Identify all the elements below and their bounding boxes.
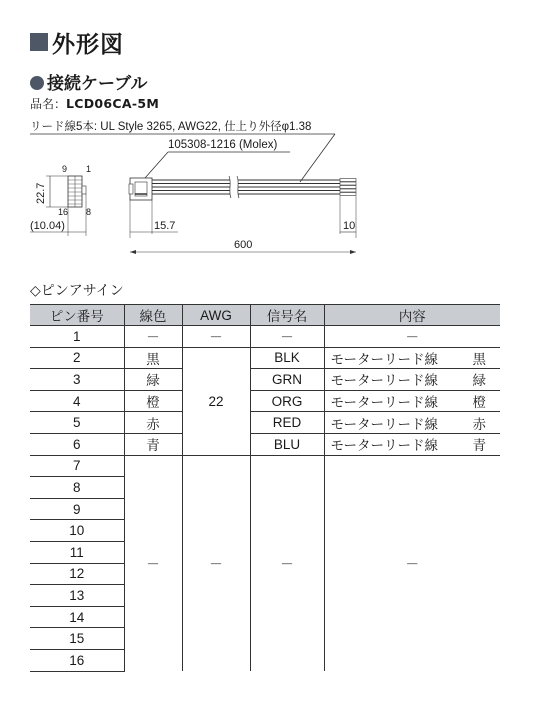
pin-assign-table bbox=[30, 304, 500, 672]
pin-number: 11 bbox=[30, 541, 124, 563]
connector-leader bbox=[145, 152, 168, 178]
section-title: 接続ケーブル bbox=[47, 74, 148, 94]
table-header-row bbox=[30, 305, 500, 326]
description bbox=[324, 433, 500, 455]
pin-number: 9 bbox=[30, 498, 124, 520]
bullet-dot-icon bbox=[30, 76, 44, 90]
wire-color: 橙 bbox=[124, 390, 182, 412]
pin-number: 1 bbox=[30, 326, 124, 348]
pin-number: 8 bbox=[30, 477, 124, 499]
pin-number: 14 bbox=[30, 606, 124, 628]
description-text: モーターリード線 bbox=[330, 373, 438, 389]
pin-number: 7 bbox=[30, 455, 124, 477]
heading-square-icon bbox=[30, 33, 48, 51]
description bbox=[324, 347, 500, 369]
lead-wire-note: リード線5本: UL Style 3265, AWG22, 仕上り外径φ1.38 bbox=[30, 121, 312, 133]
awg-value: 22 bbox=[182, 347, 250, 455]
pin-number: 13 bbox=[30, 585, 124, 607]
col-header-signal: 信号名 bbox=[250, 305, 324, 326]
description bbox=[324, 369, 500, 391]
pin-number: 4 bbox=[30, 390, 124, 412]
pin-number: 6 bbox=[30, 433, 124, 455]
table-row bbox=[30, 369, 500, 391]
description: － bbox=[324, 455, 500, 671]
pin-assign-title: ◇ピンアサイン bbox=[30, 283, 124, 299]
pin-number: 3 bbox=[30, 369, 124, 391]
pin-label-1: 1 bbox=[86, 164, 92, 174]
connector-part-label: 105308-1216 (Molex) bbox=[168, 139, 278, 151]
description-text: モーターリード線 bbox=[330, 395, 438, 411]
page-title: 外形図 bbox=[52, 31, 124, 58]
page-heading bbox=[30, 28, 124, 56]
product-line bbox=[30, 95, 159, 112]
description: － bbox=[324, 326, 500, 348]
description-text: モーターリード線 bbox=[330, 351, 438, 367]
signal-name: － bbox=[250, 455, 324, 671]
description-wire-color: 赤 bbox=[472, 416, 486, 432]
signal-name: ORG bbox=[250, 390, 324, 412]
signal-name: BLU bbox=[250, 433, 324, 455]
signal-name: GRN bbox=[250, 369, 324, 391]
pin-number: 10 bbox=[30, 520, 124, 542]
height-dim-label: 22.7 bbox=[35, 182, 47, 204]
pin-label-16: 16 bbox=[58, 207, 69, 217]
table-row bbox=[30, 455, 500, 477]
col-header-pin: ピン番号 bbox=[30, 305, 124, 326]
table-row bbox=[30, 390, 500, 412]
wire-color: 黒 bbox=[124, 347, 182, 369]
product-label: 品名： bbox=[30, 97, 67, 111]
table-row bbox=[30, 412, 500, 434]
wire-color: 赤 bbox=[124, 412, 182, 434]
description-text: モーターリード線 bbox=[330, 438, 438, 454]
depth-dim-label: (10.04) bbox=[30, 220, 65, 232]
pin-label-8: 8 bbox=[86, 207, 92, 217]
strip-dim-label: 10 bbox=[343, 220, 356, 232]
cable-side-view bbox=[129, 176, 356, 200]
col-header-desc: 内容 bbox=[324, 305, 500, 326]
description-wire-color: 緑 bbox=[472, 373, 486, 389]
housing-dim-label: 15.7 bbox=[154, 220, 176, 232]
lead-note-leader bbox=[300, 134, 335, 182]
description-text: モーターリード線 bbox=[330, 416, 438, 432]
awg-value: － bbox=[182, 455, 250, 671]
pin-number: 5 bbox=[30, 412, 124, 434]
table-row bbox=[30, 347, 500, 369]
pin-number: 12 bbox=[30, 563, 124, 585]
outline-drawing bbox=[0, 112, 558, 272]
description-wire-color: 黒 bbox=[472, 351, 486, 367]
description-wire-color: 青 bbox=[472, 438, 486, 454]
connector-face-view bbox=[68, 176, 86, 207]
col-header-awg: AWG bbox=[182, 305, 250, 326]
wire-color: 緑 bbox=[124, 369, 182, 391]
wire-color: － bbox=[124, 455, 182, 671]
signal-name: BLK bbox=[250, 347, 324, 369]
length-dim-label: 600 bbox=[234, 239, 253, 251]
table-row bbox=[30, 326, 500, 348]
signal-name: RED bbox=[250, 412, 324, 434]
description-wire-color: 橙 bbox=[472, 395, 486, 411]
product-name: LCD06CA-5M bbox=[66, 96, 160, 111]
pin-number: 2 bbox=[30, 347, 124, 369]
wire-color: － bbox=[124, 326, 182, 348]
signal-name: － bbox=[250, 326, 324, 348]
description bbox=[324, 412, 500, 434]
section-heading bbox=[30, 69, 147, 94]
awg-value: － bbox=[182, 326, 250, 348]
wire-color: 青 bbox=[124, 433, 182, 455]
pin-number: 15 bbox=[30, 628, 124, 650]
pin-label-9: 9 bbox=[62, 164, 68, 174]
pin-number: 16 bbox=[30, 649, 124, 671]
description bbox=[324, 390, 500, 412]
col-header-color: 線色 bbox=[124, 305, 182, 326]
table-row bbox=[30, 433, 500, 455]
